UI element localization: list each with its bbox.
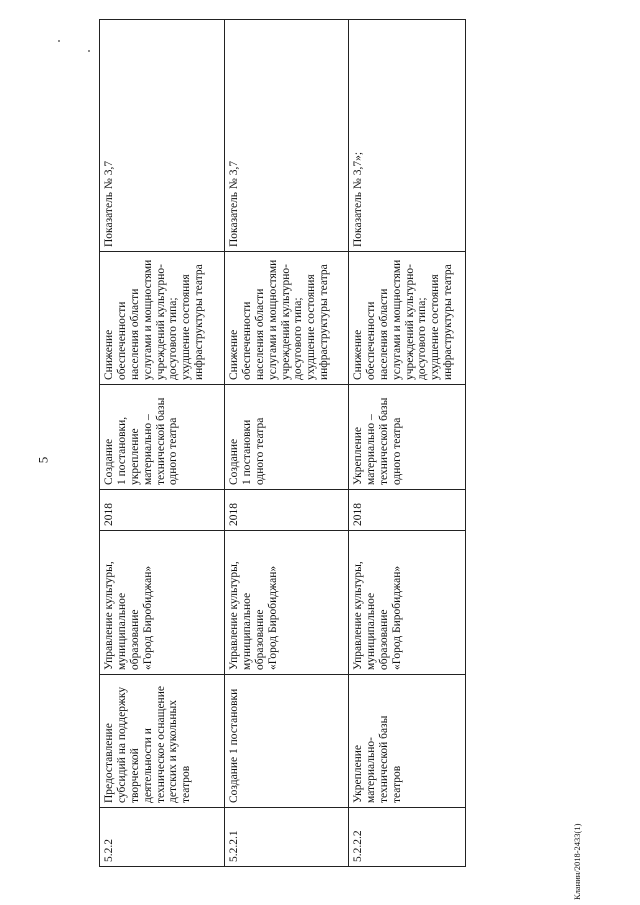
cell-year: 2018: [225, 490, 349, 531]
cell-number: 5.2.2: [100, 808, 225, 867]
measures-table: [99, 19, 466, 867]
cell-consequence: Снижение обеспеченности населения области услугами и мощностями учреждений культурно- досугового типа; ухудшение состояния инфраструктуры театра: [349, 252, 466, 385]
cell-consequence: Снижение обеспеченности населения области услугами и мощностями учреждений культурно- досугового типа; ухудшение состояния инфраструктуры театра: [100, 252, 225, 385]
table-row: [225, 20, 349, 867]
cell-name: Укрепление материально- технической базы театров: [349, 675, 466, 808]
scan-speck: [88, 50, 90, 52]
cell-executor: Управление культуры, муниципальное образование «Город Биробиджан»: [225, 531, 349, 675]
cell-indicator: Показатель № 3,7: [225, 20, 349, 252]
cell-executor: Управление культуры, муниципальное образование «Город Биробиджан»: [100, 531, 225, 675]
cell-year: 2018: [100, 490, 225, 531]
cell-name: Предоставление субсидий на поддержку творческой деятельности и техническое оснащение детских и кукольных театров: [100, 675, 225, 808]
cell-result: Создание 1 постановки одного театра: [225, 385, 349, 490]
cell-result: Создание 1 постановки, укрепление материально – технической базы одного театра: [100, 385, 225, 490]
cell-indicator: Показатель № 3,7»;: [349, 20, 466, 252]
page-number: 5: [35, 456, 51, 464]
cell-name: Создание 1 постановки: [225, 675, 349, 808]
cell-year: 2018: [349, 490, 466, 531]
cell-number: 5.2.2.2: [349, 808, 466, 867]
document-code: Кланин/2018-2433(1): [572, 823, 582, 900]
cell-indicator: Показатель № 3,7: [100, 20, 225, 252]
scan-speck: [58, 40, 60, 42]
table-row: [100, 20, 225, 867]
cell-consequence: Снижение обеспеченности населения области услугами и мощностями учреждений культурно- досугового типа; ухудшение состояния инфраструктуры театра: [225, 252, 349, 385]
cell-result: Укрепление материально – технической базы одного театра: [349, 385, 466, 490]
table-row: [349, 20, 466, 867]
cell-executor: Управление культуры, муниципальное образование «Город Биробиджан»: [349, 531, 466, 675]
cell-number: 5.2.2.1: [225, 808, 349, 867]
